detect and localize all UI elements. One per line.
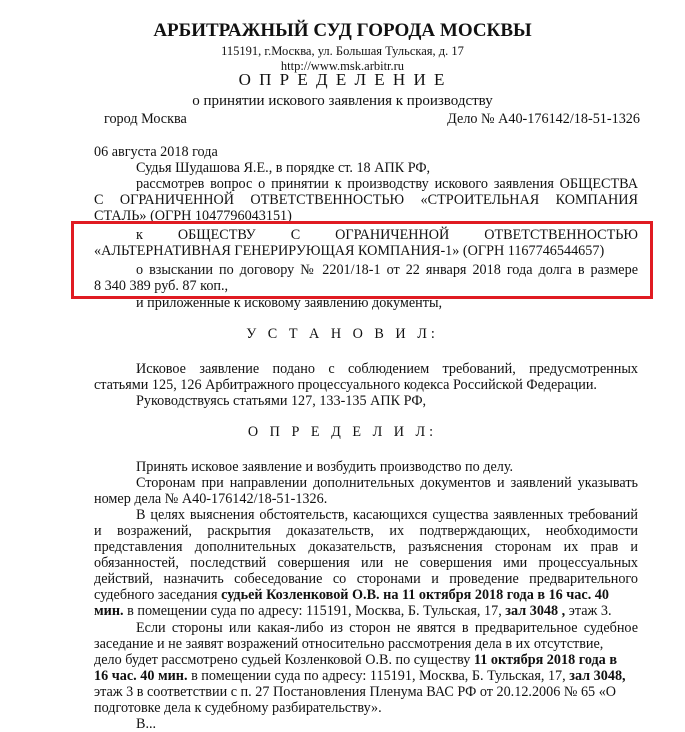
paragraph-line: В целях выяснения обстоятельств, касающихся существа заявленных требований (136, 507, 638, 523)
text-span: судебного заседания (94, 587, 222, 603)
document-date: 06 августа 2018 года (94, 144, 218, 160)
paragraph-line: Исковое заявление подано с соблюдением требований, предусмотренных (136, 361, 638, 377)
paragraph-line: обязанностей, последствий совершения или не совершения ими процессуальных (94, 555, 638, 571)
highlight-frame (71, 221, 653, 299)
document-type: О П Р Е Д Е Л Е Н И Е (238, 70, 447, 89)
defendant-line: к ОБЩЕСТВУ С ОГРАНИЧЕННОЙ ОТВЕТСТВЕННОСТЬЮ (136, 227, 638, 243)
hall-number: зал 3048 , (505, 603, 566, 619)
hearing-datetime: судьей Козленковой О.В. на 11 октября 2018 года в 16 час. 40 (221, 587, 609, 603)
hearing-datetime: мин. (94, 603, 124, 619)
paragraph-line: Руководствуясь статьями 127, 133-135 АПК РФ, (136, 393, 427, 409)
text-span: этаж 3. (565, 603, 612, 619)
document-subject: о принятии искового заявления к производству (192, 93, 493, 109)
claim-amount: 8 340 389 руб. 87 коп., (94, 278, 229, 294)
court-address: 115191, г.Москва, ул. Большая Тульская, д. 17 (221, 44, 464, 58)
paragraph-line: и приложенные к исковому заявлению документы, (136, 295, 443, 311)
case-number: Дело № А40-176142/18-51-1326 (447, 111, 640, 127)
paragraph-line: представления дополнительных доказательств, разъяснения сторонам их прав и (94, 539, 638, 555)
paragraph-line: СТАЛЬ» (ОГРН 1047796043151) (94, 208, 292, 224)
paragraph-line (94, 587, 609, 603)
paragraph-line: этаж 3 в соответствии с п. 27 Постановления Пленума ВАС РФ от 20.12.2006 № 65 «О (94, 684, 617, 700)
paragraph-line: заседание и не заявят возражений относительно рассмотрения дела в их отсутствие, (94, 636, 604, 652)
court-website: http://www.msk.arbitr.ru (280, 59, 405, 73)
defendant-line: «АЛЬТЕРНАТИВНАЯ ГЕНЕРИРУЮЩАЯ КОМПАНИЯ-1» (ОГРН 1167746544657) (94, 243, 605, 259)
paragraph-line: Сторонам при направлении дополнительных документов и заявлений указывать (136, 475, 638, 491)
paragraph-line: подготовке дела к судебному разбирательству». (94, 700, 382, 716)
paragraph-line: В... (136, 716, 157, 732)
text-span: дело будет рассмотрено судьей Козленковой О.В. по существу (94, 652, 474, 668)
paragraph-line (94, 603, 612, 619)
paragraph-line: Судья Шудашова Я.Е., в порядке ст. 18 АПК РФ, (136, 160, 431, 176)
text-span: в помещении суда по адресу: 115191, Москва, Б. Тульская, 17, (187, 668, 570, 684)
hall-number: зал 3048, (569, 668, 626, 684)
paragraph-line: и возражений, раскрытия доказательств, их подтверждающих, необходимости (94, 523, 638, 539)
hearing-datetime: 16 час. 40 мин. (94, 668, 188, 684)
paragraph-line (94, 652, 617, 668)
court-name: АРБИТРАЖНЫЙ СУД ГОРОДА МОСКВЫ (153, 20, 532, 41)
city-label: город Москва (104, 111, 187, 127)
paragraph-line: Принять исковое заявление и возбудить производство по делу. (136, 459, 514, 475)
paragraph-line: Если стороны или какая-либо из сторон не явятся в предварительное судебное (136, 620, 638, 636)
paragraph-line: действий, назначить собеседование со сторонами и проведение предварительного (94, 571, 638, 587)
text-span: в помещении суда по адресу: 115191, Москва, Б. Тульская, 17, (123, 603, 506, 619)
paragraph-line: статьями 125, 126 Арбитражного процессуального кодекса Российской Федерации. (94, 377, 597, 393)
paragraph-line: С ОГРАНИЧЕННОЙ ОТВЕТСТВЕННОСТЬЮ «СТРОИТЕЛЬНАЯ КОМПАНИЯ (94, 192, 638, 208)
section-heading-opredelil: О П Р Е Д Е Л И Л: (247, 424, 438, 440)
paragraph-line: рассмотрев вопрос о принятии к производству искового заявления ОБЩЕСТВА (136, 176, 638, 192)
hearing-datetime: 11 октября 2018 года в (473, 652, 617, 668)
paragraph-line: номер дела № А40-176142/18-51-1326. (94, 491, 328, 507)
claim-line: о взыскании по договору № 2201/18-1 от 22 января 2018 года долга в размере (136, 262, 638, 278)
section-heading-ustanovil: У С Т А Н О В И Л: (246, 326, 439, 342)
paragraph-line (94, 668, 626, 684)
